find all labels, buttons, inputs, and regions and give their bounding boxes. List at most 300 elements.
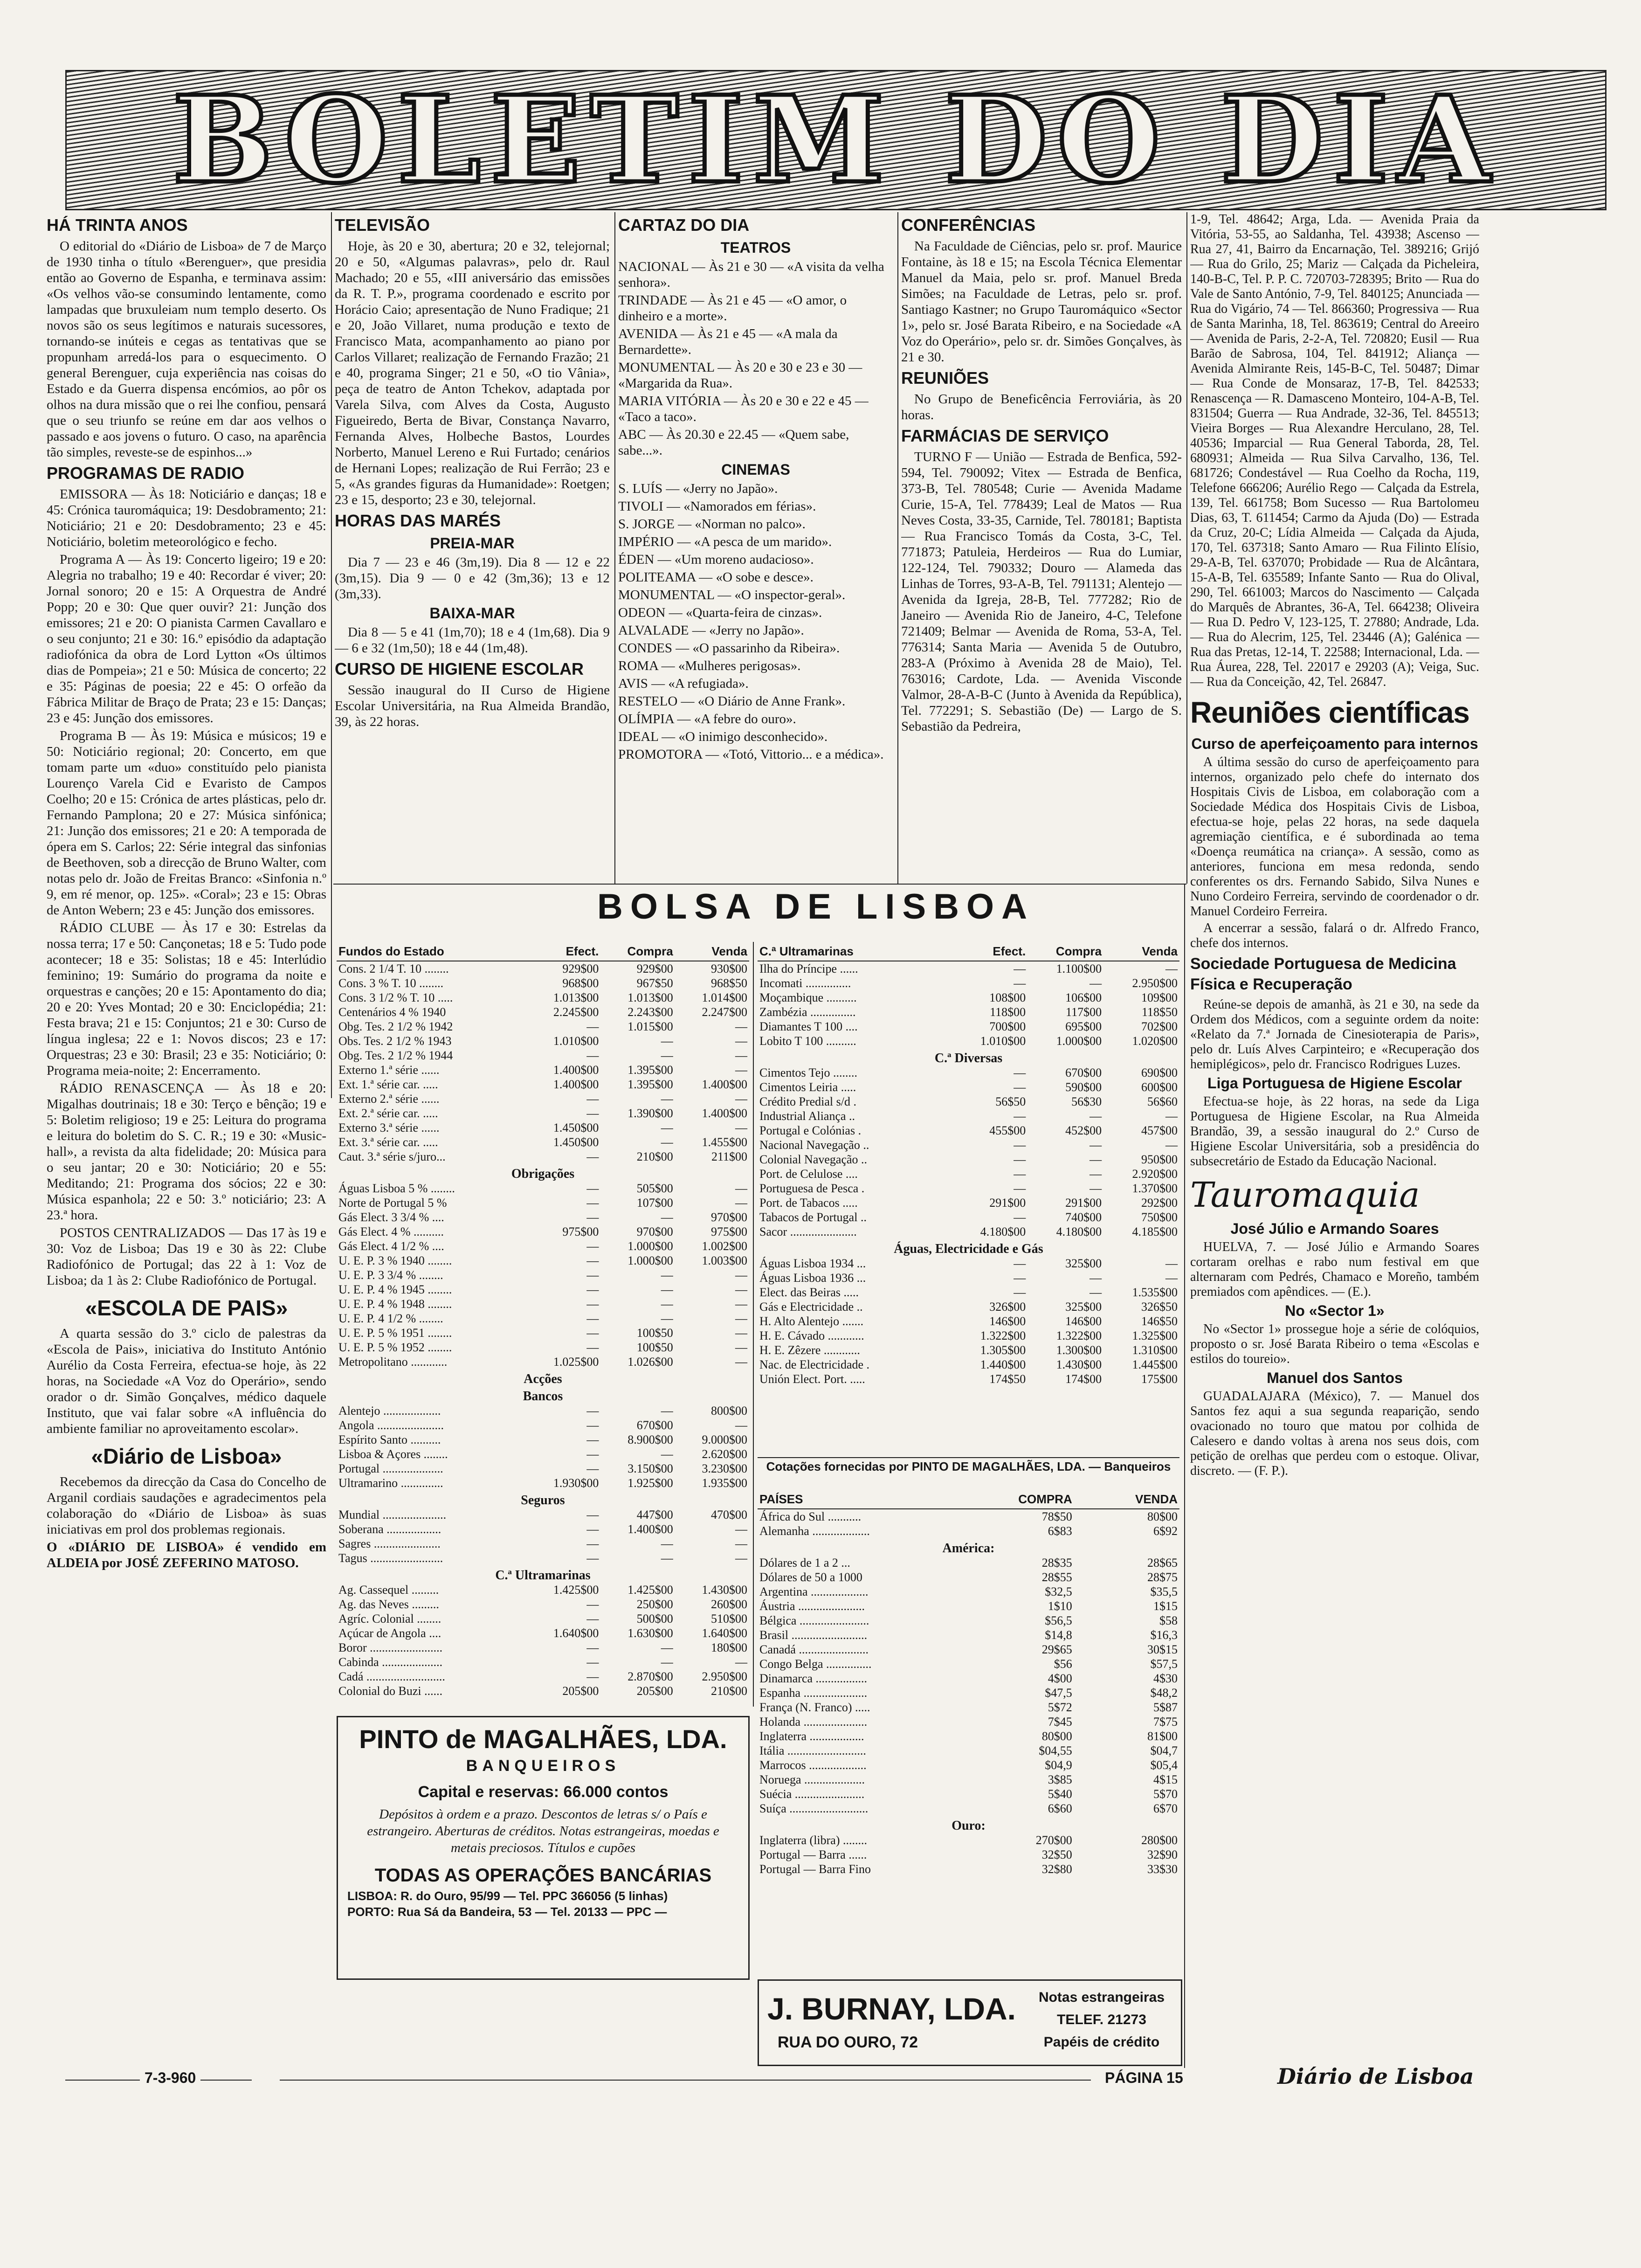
- table-row: [337, 1120, 749, 1135]
- section-label: [758, 1048, 1179, 1065]
- row-value: 7$45: [1048, 1715, 1072, 1729]
- row-value: 100$50: [636, 1341, 673, 1354]
- column-header: Efect.: [526, 944, 600, 961]
- row-value: $47,5: [1045, 1686, 1072, 1700]
- row-label: França (N. Franco) .....: [759, 1701, 870, 1714]
- row-label: Nacional Navegação ..: [759, 1138, 869, 1152]
- row-value: 702$00: [1141, 1020, 1178, 1033]
- row-value: 800$00: [711, 1404, 747, 1418]
- row-label: Port. de Tabacos .....: [759, 1196, 858, 1210]
- row-label: Ag. Cassequel .........: [338, 1583, 439, 1597]
- row-value: 457$00: [1141, 1124, 1178, 1137]
- row-value: —: [1014, 962, 1026, 975]
- row-value: —: [1089, 1286, 1102, 1299]
- row-label: U. E. P. 4 % 1948 ........: [338, 1297, 452, 1311]
- row-label: Bélgica .......................: [759, 1614, 869, 1627]
- ad-title: PINTO de MAGALHÃES, LDA.: [359, 1724, 727, 1754]
- row-value: —: [1014, 976, 1026, 990]
- column-header: VENDA: [1074, 1492, 1179, 1509]
- row-label: Cons. 3 1/2 % T. 10 .....: [338, 991, 453, 1004]
- row-value: 2.620$00: [702, 1447, 747, 1461]
- ad-operations: TODAS AS OPERAÇÕES BANCÁRIAS: [374, 1865, 712, 1886]
- paragraph: Dia 7 — 23 e 46 (3m,19). Dia 8 — 12 e 22 (3m,15). Dia 9 — 0 e 42 (3m,36); 13 e 12 (3m,33).: [335, 555, 610, 602]
- listing: ABC — Às 20.30 e 22.45 — «Quem sabe, sabe...».: [618, 427, 849, 458]
- ad-porto: PORTO: Rua Sá da Bandeira, 53 — Tel. 20133 — PPC —: [347, 1905, 667, 1919]
- listing: IDEAL — «O inimigo desconhecido».: [618, 729, 828, 744]
- row-label: Ext. 2.ª série car. .....: [338, 1106, 438, 1120]
- row-value: 510$00: [711, 1612, 747, 1625]
- row-value: 118$50: [1141, 1005, 1178, 1019]
- listing: S. LUÍS — «Jerry no Japão».: [618, 481, 778, 496]
- section-label-cell: Águas, Electricidade e Gás: [894, 1242, 1043, 1256]
- row-value: 1.425$00: [627, 1583, 673, 1597]
- row-value: 1.370$00: [1132, 1182, 1178, 1195]
- paragraph: Dia 8 — 5 e 41 (1m,70); 18 e 4 (1m,68). Dia 9 — 6 e 32 (1m,50); 18 e 44 (1m,48).: [335, 625, 610, 656]
- row-value: 56$60: [1147, 1095, 1178, 1108]
- row-value: —: [586, 1537, 599, 1550]
- masthead: [65, 70, 1607, 210]
- row-label: H. Alto Alentejo .......: [759, 1314, 864, 1328]
- table-row: [758, 1847, 1179, 1862]
- row-value: —: [586, 1522, 599, 1536]
- section-label: [337, 1369, 749, 1386]
- table-row: [758, 1065, 1179, 1080]
- row-value: 210$00: [711, 1684, 747, 1698]
- row-value: 80$00: [1041, 1729, 1072, 1743]
- row-value: 81$00: [1147, 1729, 1178, 1743]
- paragraph: 1-9, Tel. 48642; Arga, Lda. — Avenida Praia da Vitória, 53-55, ao Saldanha, Tel. 43938; Ascenso — Rua 27, 41, Bairro da Encarnação, Tel. 389216; Grijó — Rua do Grilo, 25; Mariz — Calçada da Picheleira, 140-B-C, Tel. P. P. C. 720703-728395; Brito — Rua do Vale de Santo António, 7-9, Tel. 840125; Anunciada — Rua do Vigário, 74 — Tel. 866360; Progressiva — Rua de Santa Marinha, 18, Tel. 863619; Central do Areeiro — Avenida de Paris, 2-2-A, Tel. 720820; Eusil — Rua Barão de Sabrosa, 104, Tel. 841912; Aliança — Avenida Almirante Reis, 145-B-C, Tel. 50487; Dimar — Rua Conde de Monsaraz, 17-B, Tel. 842533; Renascença — R. Damasceno Monteiro, 104-A-B, Tel. 831504; Guerra — Rua Andrade, 32-36, Tel. 845513; Vieira Borges — Rua Alexandre Herculano, 28, Tel. 40536; Imparcial — Rua General Taborda, 28, Tel. 680931; Almeida — Rua Silva Carvalho, 136, Tel. 681726; Condestável — Rua Coelho da Rocha, 119, Telefone 666206; Aurélio Rego — Calçada da Estrela, 139, Tel. 661758; Bom Sucesso — Rua Bartolomeu Dias, 63, T. 611454; Carmo da Ajuda (Do) — Estrada da Cruz, 20-C; Lídia Almeida — Calçada da Ajuda, 170, Tel. 637318; Santo Amaro — Rua Filinto Elísio, 29-A-B, Tel. 637070; Probidade — Rua de Alcântara, 15-A-B, Tel. 635589; Infante Santo — Rua do Olival, 290, Tel. 661003; Marcos do Nascimento — Calçada do Marquês de Abrantes, 36-A, Tel. 664238; Oliveira — Rua D. Pedro V, 123-125, T. 27880; Andrade, Lda. — Rua do Alecrim, 125, Tel. 23446 (A); Galénica — Rua das Pretas, 12-14, T. 22588; Internacional, Lda. — Rua Áurea, 228, Tel. 22017 e 29203 (A); Veiga, Suc. — Rua da Conceição, 42, Tel. 26847.: [1190, 212, 1479, 689]
- row-value: 108$00: [989, 991, 1026, 1004]
- paragraph: No «Sector 1» prossegue hoje a série de colóquios, proposto o sr. José Barata Ribeiro o tema «Escolas e estilos do toureio».: [1190, 1322, 1479, 1366]
- row-value: 325$00: [1065, 1300, 1102, 1314]
- heading-escola-de-pais: «ESCOLA DE PAIS»: [85, 1296, 288, 1320]
- table-row: [337, 1210, 749, 1224]
- row-value: 32$50: [1041, 1848, 1072, 1861]
- row-label: Brasil .........................: [759, 1628, 868, 1642]
- row-value: 670$00: [1065, 1066, 1102, 1079]
- table-header: [337, 944, 749, 961]
- heading-conferencias: CONFERÊNCIAS: [901, 215, 1036, 235]
- row-value: 5$87: [1153, 1701, 1178, 1714]
- table-row: [758, 1584, 1179, 1599]
- row-value: 750$00: [1141, 1210, 1178, 1224]
- row-label: Águas Lisboa 1934 ...: [759, 1257, 866, 1270]
- row-value: —: [661, 1283, 673, 1296]
- row-value: 28$35: [1041, 1556, 1072, 1570]
- table-row: [337, 1077, 749, 1092]
- row-value: 670$00: [636, 1418, 673, 1432]
- table-row: [758, 1123, 1179, 1138]
- row-value: $48,2: [1150, 1686, 1178, 1700]
- row-label: Colonial do Buzi ......: [338, 1684, 443, 1698]
- row-value: —: [586, 1433, 599, 1446]
- row-value: 2.950$00: [1132, 976, 1178, 990]
- table-row: [758, 1181, 1179, 1196]
- table-row: [337, 1048, 749, 1063]
- table-row: [337, 1684, 749, 1698]
- row-label: Ultramarino ..............: [338, 1476, 443, 1490]
- listing: RESTELO — «O Diário de Anne Frank».: [618, 694, 846, 709]
- row-value: 210$00: [636, 1150, 673, 1163]
- row-value: 56$50: [995, 1095, 1026, 1108]
- table-row: [337, 1522, 749, 1536]
- row-value: 975$00: [711, 1225, 747, 1238]
- table-row: [758, 1080, 1179, 1094]
- row-value: —: [586, 1182, 599, 1195]
- heading-tauromaquia: Tauromaquia: [1190, 1175, 1420, 1215]
- paragraph: A última sessão do curso de aperfeiçoamento para internos, organizado pelo chefe do internato dos Hospitais Civis de Lisboa, em colaboração com a Sociedade Médica dos Hospitais Civis de Lisboa, efectua-se hoje, pelas 22 horas, na sede daquela agremiação científica, e é subordinada ao tema «Doença reumática na criança». A sessão, como as anteriores, funciona em mesa redonda, sendo conferentes os drs. Fernando Sabido, Silva Nunes e Nuno Cordeiro Ferreira, servindo de coordenador o dr. Manuel Cordeiro Ferreira.: [1190, 755, 1479, 919]
- row-label: Águas Lisboa 1936 ...: [759, 1271, 866, 1285]
- row-value: $32,5: [1045, 1585, 1072, 1598]
- listing: NACIONAL — Às 21 e 30 — «A visita da velha senhora».: [618, 259, 884, 290]
- table-row: [337, 1092, 749, 1106]
- subheading-preia-mar: PREIA-MAR: [430, 535, 515, 552]
- row-label: Unión Elect. Port. .....: [759, 1372, 865, 1386]
- row-value: 500$00: [636, 1612, 673, 1625]
- row-label: Centenários 4 % 1940: [338, 1005, 446, 1019]
- row-value: $58: [1159, 1614, 1178, 1627]
- table-row: [337, 1447, 749, 1461]
- table-row: [337, 1224, 749, 1239]
- section-label: [337, 1490, 749, 1507]
- ad-subtitle: BANQUEIROS: [466, 1757, 621, 1775]
- ad-burnay-address: RUA DO OURO, 72: [778, 2033, 918, 2051]
- table-row: [758, 1509, 1179, 1524]
- row-value: 1.455$00: [702, 1135, 747, 1149]
- ad-text: Depósitos à ordem e a prazo. Descontos de letras s/ o País e estrangeiro. Aberturas de créditos. Notas estrangeiras, moedas e metais preciosos. Títulos e cupões: [367, 1807, 719, 1855]
- row-label: Suécia .......................: [759, 1787, 865, 1801]
- section-label: [758, 1538, 1179, 1556]
- row-label: Açúcar de Angola ....: [338, 1626, 441, 1640]
- row-value: —: [661, 1404, 673, 1418]
- row-value: 1.630$00: [627, 1626, 673, 1640]
- table-row: [758, 1343, 1179, 1357]
- table-row: [758, 1862, 1179, 1876]
- row-label: Inglaterra (libra) ........: [759, 1833, 868, 1847]
- row-value: —: [735, 1312, 747, 1325]
- table-row: [758, 1833, 1179, 1847]
- row-value: 1.325$00: [1132, 1329, 1178, 1342]
- ad-capital: Capital e reservas: 66.000 contos: [418, 1783, 669, 1801]
- cotacoes-title: Cotações fornecidas por PINTO DE MAGALHÃES, LDA. — Banqueiros: [758, 1457, 1179, 1477]
- row-value: 1.020$00: [1132, 1034, 1178, 1048]
- row-label: Port. de Celulose ....: [759, 1167, 858, 1181]
- row-value: 968$00: [562, 976, 599, 990]
- row-value: 1.925$00: [627, 1476, 673, 1490]
- row-label: Cimentos Tejo ........: [759, 1066, 858, 1079]
- row-label: U. E. P. 5 % 1951 ........: [338, 1326, 452, 1340]
- heading-farmacias: FARMÁCIAS DE SERVIÇO: [901, 426, 1109, 445]
- row-value: —: [735, 1268, 747, 1282]
- row-value: 1.015$00: [627, 1020, 673, 1033]
- table-row: [337, 1536, 749, 1551]
- row-label: Águas Lisboa 5 % ........: [338, 1182, 455, 1195]
- table-row: [337, 1551, 749, 1565]
- table-row: [758, 1256, 1179, 1271]
- row-value: 1.010$00: [980, 1034, 1026, 1048]
- table-row: [337, 1063, 749, 1077]
- row-label: U. E. P. 4 % 1945 ........: [338, 1283, 452, 1296]
- paragraph: RÁDIO RENASCENÇA — Às 18 e 20: Migalhas doutrinais; 18 e 30: Terço e bênção; 19 e 5: Boletim religioso; 19 e 25: Leitura do programa e leitura do boletim do S. C. R.; 19 e 30: «Music-hall», a revista da alta fidelidade; 20: Música para o seu jantar; 20 e 30: Noticiário; 20 e 55: Meditando; 21: Programa dos sócios; 22 e 30: Música espanhola; 22 e 50: 3.º noticiário; 23: A 23.ª hora.: [47, 1081, 326, 1223]
- row-value: —: [1089, 1109, 1102, 1123]
- row-value: 3.230$00: [702, 1462, 747, 1475]
- table-row: [337, 1181, 749, 1196]
- column-2: [335, 212, 610, 884]
- row-value: $04,9: [1045, 1758, 1072, 1772]
- section-label: [337, 1164, 749, 1181]
- row-value: 1.000$00: [627, 1254, 673, 1267]
- table-row: [758, 1570, 1179, 1584]
- row-value: —: [661, 1537, 673, 1550]
- paragraph: HUELVA, 7. — José Júlio e Armando Soares cortaram orelhas e rabo num festival em que alternaram com Pedrés, Chamaco e Moreño, também premiados com apêndices. — (E.).: [1190, 1240, 1479, 1299]
- table-row: [758, 1524, 1179, 1538]
- row-label: Portuguesa de Pesca .: [759, 1182, 865, 1195]
- listing: PROMOTORA — «Totó, Vittorio... e a médica».: [618, 747, 884, 762]
- row-label: Holanda .....................: [759, 1715, 868, 1729]
- row-value: 326$50: [1141, 1300, 1178, 1314]
- row-value: 117$00: [1066, 1005, 1102, 1019]
- row-value: —: [661, 1297, 673, 1311]
- row-value: 4$15: [1153, 1773, 1178, 1786]
- row-value: —: [586, 1297, 599, 1311]
- row-value: 7$75: [1153, 1715, 1178, 1729]
- row-label: Cabinda ....................: [338, 1655, 443, 1669]
- row-label: U. E. P. 3 3/4 % ........: [338, 1268, 443, 1282]
- footer-date: 7-3-960: [140, 2069, 200, 2087]
- table-row: [337, 1282, 749, 1297]
- column-4: [901, 212, 1182, 884]
- row-value: 505$00: [636, 1182, 673, 1195]
- row-value: $56: [1054, 1657, 1072, 1671]
- row-value: 590$00: [1065, 1080, 1102, 1094]
- row-value: —: [1014, 1271, 1026, 1285]
- table-row: [758, 1224, 1179, 1239]
- heading-horas-das-mares: HORAS DAS MARÉS: [335, 511, 501, 530]
- row-value: 452$00: [1065, 1124, 1102, 1137]
- column-header: COMPRA: [969, 1492, 1074, 1509]
- ad-lisboa: LISBOA: R. do Ouro, 95/99 — Tel. PPC 366056 (5 linhas): [347, 1889, 668, 1903]
- listing: AVIS — «A refugiada».: [618, 676, 749, 691]
- row-value: —: [1014, 1153, 1026, 1166]
- row-value: —: [586, 1196, 599, 1210]
- stock-table: [337, 944, 749, 1698]
- row-value: —: [661, 1135, 673, 1149]
- row-value: 968$50: [711, 976, 747, 990]
- ad-pinto-magalhaes: [337, 1716, 750, 1980]
- row-value: 1.400$00: [702, 1106, 747, 1120]
- table-row: [758, 1357, 1179, 1372]
- row-value: 1.013$00: [553, 991, 599, 1004]
- row-label: Áustria ......................: [759, 1599, 865, 1613]
- row-value: —: [735, 1196, 747, 1210]
- subheading-teatros: TEATROS: [720, 239, 791, 256]
- row-label: Diamantes T 100 ....: [759, 1020, 858, 1033]
- row-value: —: [586, 1447, 599, 1461]
- table-row: [758, 976, 1179, 990]
- row-value: 3.150$00: [627, 1462, 673, 1475]
- row-value: 970$00: [711, 1210, 747, 1224]
- row-label: Zambézia ...............: [759, 1005, 856, 1019]
- row-value: —: [735, 1341, 747, 1354]
- row-value: 1.395$00: [627, 1063, 673, 1077]
- listing: TIVOLI — «Namorados em férias».: [618, 499, 816, 514]
- row-value: —: [1014, 1182, 1026, 1195]
- row-value: 1.000$00: [1056, 1034, 1102, 1048]
- row-value: $35,5: [1150, 1585, 1178, 1598]
- row-label: Boror ........................: [338, 1641, 443, 1654]
- row-value: —: [586, 1210, 599, 1224]
- row-value: 1.014$00: [702, 991, 747, 1004]
- section-label-cell: Obrigações: [511, 1167, 575, 1181]
- heading-televisao: TELEVISÃO: [335, 215, 430, 235]
- row-label: Gás e Electricidade ..: [759, 1300, 863, 1314]
- subheading-baixa-mar: BAIXA-MAR: [429, 605, 515, 622]
- row-value: 929$00: [562, 962, 599, 975]
- row-value: —: [735, 1655, 747, 1669]
- row-value: 970$00: [636, 1225, 673, 1238]
- footer-paper: Diário de Lisboa: [1277, 2064, 1474, 2089]
- row-value: 1.425$00: [553, 1583, 599, 1597]
- row-value: 1.400$00: [702, 1078, 747, 1091]
- row-value: 2.920$00: [1132, 1167, 1178, 1181]
- row-label: Obg. Tes. 2 1/2 % 1944: [338, 1049, 453, 1062]
- row-value: 1.395$00: [627, 1078, 673, 1091]
- row-value: —: [735, 1182, 747, 1195]
- row-value: 291$00: [989, 1196, 1026, 1210]
- row-value: 930$00: [711, 962, 747, 975]
- row-label: Dólares de 1 a 2 ...: [759, 1556, 850, 1570]
- table-row: [337, 1626, 749, 1640]
- row-label: Espanha .....................: [759, 1686, 868, 1700]
- row-value: 80$00: [1147, 1510, 1178, 1523]
- row-value: —: [1014, 1066, 1026, 1079]
- column-header: Compra: [600, 944, 675, 961]
- row-value: $04,7: [1150, 1744, 1178, 1757]
- row-value: 1.026$00: [627, 1355, 673, 1369]
- row-value: 1.430$00: [702, 1583, 747, 1597]
- row-label: U. E. P. 5 % 1952 ........: [338, 1341, 452, 1354]
- table-row: [758, 1743, 1179, 1758]
- section-rule: [333, 884, 1186, 885]
- row-value: 1.430$00: [1056, 1358, 1102, 1371]
- row-value: —: [661, 1312, 673, 1325]
- row-value: —: [586, 1150, 599, 1163]
- row-value: $56,5: [1045, 1614, 1072, 1627]
- row-value: 100$50: [636, 1326, 673, 1340]
- row-value: —: [1089, 1271, 1102, 1285]
- paragraph: GUADALAJARA (México), 7. — Manuel dos Santos fez aqui a sua segunda reaparição, sendo ovacionado no touro que matou por colhida de Calesero e dando voltas à arena nos seus dois, com petição de orelhas que perdeu com o estoque. Olivar, discreto. — (F. P.).: [1190, 1389, 1479, 1478]
- row-value: —: [735, 1537, 747, 1550]
- table-row: [758, 1642, 1179, 1657]
- row-value: 5$72: [1048, 1701, 1072, 1714]
- column-header: Venda: [1103, 944, 1179, 961]
- column-header: Efect.: [952, 944, 1027, 961]
- footer-rule: [280, 2080, 1091, 2081]
- row-value: 1.002$00: [702, 1239, 747, 1253]
- row-value: —: [586, 1312, 599, 1325]
- row-value: 250$00: [636, 1597, 673, 1611]
- paragraph: O editorial do «Diário de Lisboa» de 7 de Março de 1930 tinha o título «Berenguer», que presidia então ao Governo de Espanha, e terminava assim: «Os velhos vão-se consumindo lentamente, como lampadas que bruxuleiam num templo deserto. Os novos são os seus legítimos e naturais sucessores, tornando-se inúteis e cegas as tentativas que se propunham arredá-los para o esquecimento. O general Berenguer, cuja experiência nas coisas do Estado e da Guerra dispensa encómios, ao pôr os olhos na dura missão que o rei lhe confiou, pensará que o seu triunfo se reúne em dar aos velhos o passado e aos jovens o futuro. O caso, na aparência tão simples, reveste-se de espinhos...»: [47, 239, 326, 460]
- row-value: 8.900$00: [627, 1433, 673, 1446]
- table-row: [337, 1640, 749, 1655]
- row-value: 1.440$00: [980, 1358, 1026, 1371]
- row-value: —: [586, 1418, 599, 1432]
- row-value: 174$00: [1065, 1372, 1102, 1386]
- table-row: [337, 1135, 749, 1149]
- listing: MARIA VITÓRIA — Às 20 e 30 e 22 e 45 — «Taco a taco».: [618, 394, 869, 424]
- row-value: —: [735, 1034, 747, 1048]
- table-row: [758, 1599, 1179, 1613]
- row-value: —: [735, 1283, 747, 1296]
- table-row: [758, 1328, 1179, 1343]
- row-value: 600$00: [1141, 1080, 1178, 1094]
- paragraph: Na Faculdade de Ciências, pelo sr. prof. Maurice Fontaine, às 18 e 15; na Escola Técnica Elementar Manuel da Maia, pelo sr. prof. Manuel Breda Simões; na Faculdade de Letras, pelo sr. prof. Santiago Kastner; no Grupo Tauromáquico «Sector 1», pelo sr. José Barata Ribeiro, e na Sociedade «A Voz do Operário», pelo sr. dr. Simões Gonçalves, às 21 e 30.: [901, 239, 1182, 365]
- section-label: [758, 1239, 1179, 1256]
- row-value: 1$15: [1153, 1599, 1178, 1613]
- row-value: 695$00: [1065, 1020, 1102, 1033]
- row-value: 118$00: [990, 1005, 1026, 1019]
- row-value: $14,8: [1045, 1628, 1072, 1642]
- row-value: —: [735, 1522, 747, 1536]
- heading-reunioes: REUNIÕES: [901, 368, 989, 387]
- heading-reunioes-cientificas: Reuniões científicas: [1190, 696, 1469, 729]
- table-row: [337, 1597, 749, 1611]
- table-row: [758, 1801, 1179, 1816]
- paragraph: Reúne-se depois de amanhã, às 21 e 30, na sede da Ordem dos Médicos, com a seguinte ordem da noite: «Relato da 7.ª Jornada de Cinesioterapia de Paris», pelo dr. Luís Alves Carpinteiro; e «Recuperação dos hemiplégicos», pelo dr. Francisco Rodrigues Luzes.: [1190, 997, 1479, 1072]
- heading-cartaz-do-dia: CARTAZ DO DIA: [618, 215, 750, 235]
- row-label: U. E. P. 3 % 1940 ........: [338, 1254, 452, 1267]
- section-label-cell: C.ª Diversas: [934, 1051, 1003, 1065]
- table-row: [758, 1772, 1179, 1787]
- row-value: —: [661, 1655, 673, 1669]
- row-label: Canadá .......................: [759, 1643, 869, 1656]
- column-5: [1190, 212, 1479, 2073]
- row-value: $05,4: [1150, 1758, 1178, 1772]
- row-value: —: [1089, 976, 1102, 990]
- row-label: Mundial .....................: [338, 1508, 447, 1521]
- row-label: Dinamarca .................: [759, 1672, 868, 1685]
- table-row: [758, 1556, 1179, 1570]
- column-header: Venda: [675, 944, 749, 961]
- row-label: Inglaterra ..................: [759, 1729, 864, 1743]
- row-value: 280$00: [1141, 1833, 1178, 1847]
- row-value: 106$00: [1065, 991, 1102, 1004]
- row-value: 1.305$00: [980, 1343, 1026, 1357]
- listing: TRINDADE — Às 21 e 45 — «O amor, o dinheiro e a morte».: [618, 293, 847, 324]
- row-value: 1.640$00: [702, 1626, 747, 1640]
- row-label: Argentina ...................: [759, 1585, 869, 1598]
- listing: POLITEAMA — «O sobe e desce».: [618, 570, 814, 585]
- row-value: —: [586, 1239, 599, 1253]
- table-row: [337, 1297, 749, 1311]
- row-label: Agríc. Colonial ........: [338, 1612, 441, 1625]
- row-value: —: [586, 1341, 599, 1354]
- row-label: U. E. P. 4 1/2 % ........: [338, 1312, 443, 1325]
- column-rule: [1184, 884, 1185, 2068]
- subheading-curso-aperfeicoamento: Curso de aperfeiçoamento para internos: [1191, 735, 1478, 752]
- row-label: Portugal ....................: [338, 1462, 443, 1475]
- row-value: 180$00: [711, 1641, 747, 1654]
- section-label-cell: Seguros: [521, 1493, 565, 1507]
- table-row: [337, 1326, 749, 1340]
- row-value: 146$00: [989, 1314, 1026, 1328]
- row-value: 291$00: [1065, 1196, 1102, 1210]
- table-row: [758, 1372, 1179, 1386]
- row-label: Itália ..........................: [759, 1744, 866, 1757]
- ad-burnay-papeis: Papéis de crédito: [1043, 2034, 1160, 2050]
- table-row: [337, 1005, 749, 1019]
- row-value: 32$80: [1041, 1862, 1072, 1876]
